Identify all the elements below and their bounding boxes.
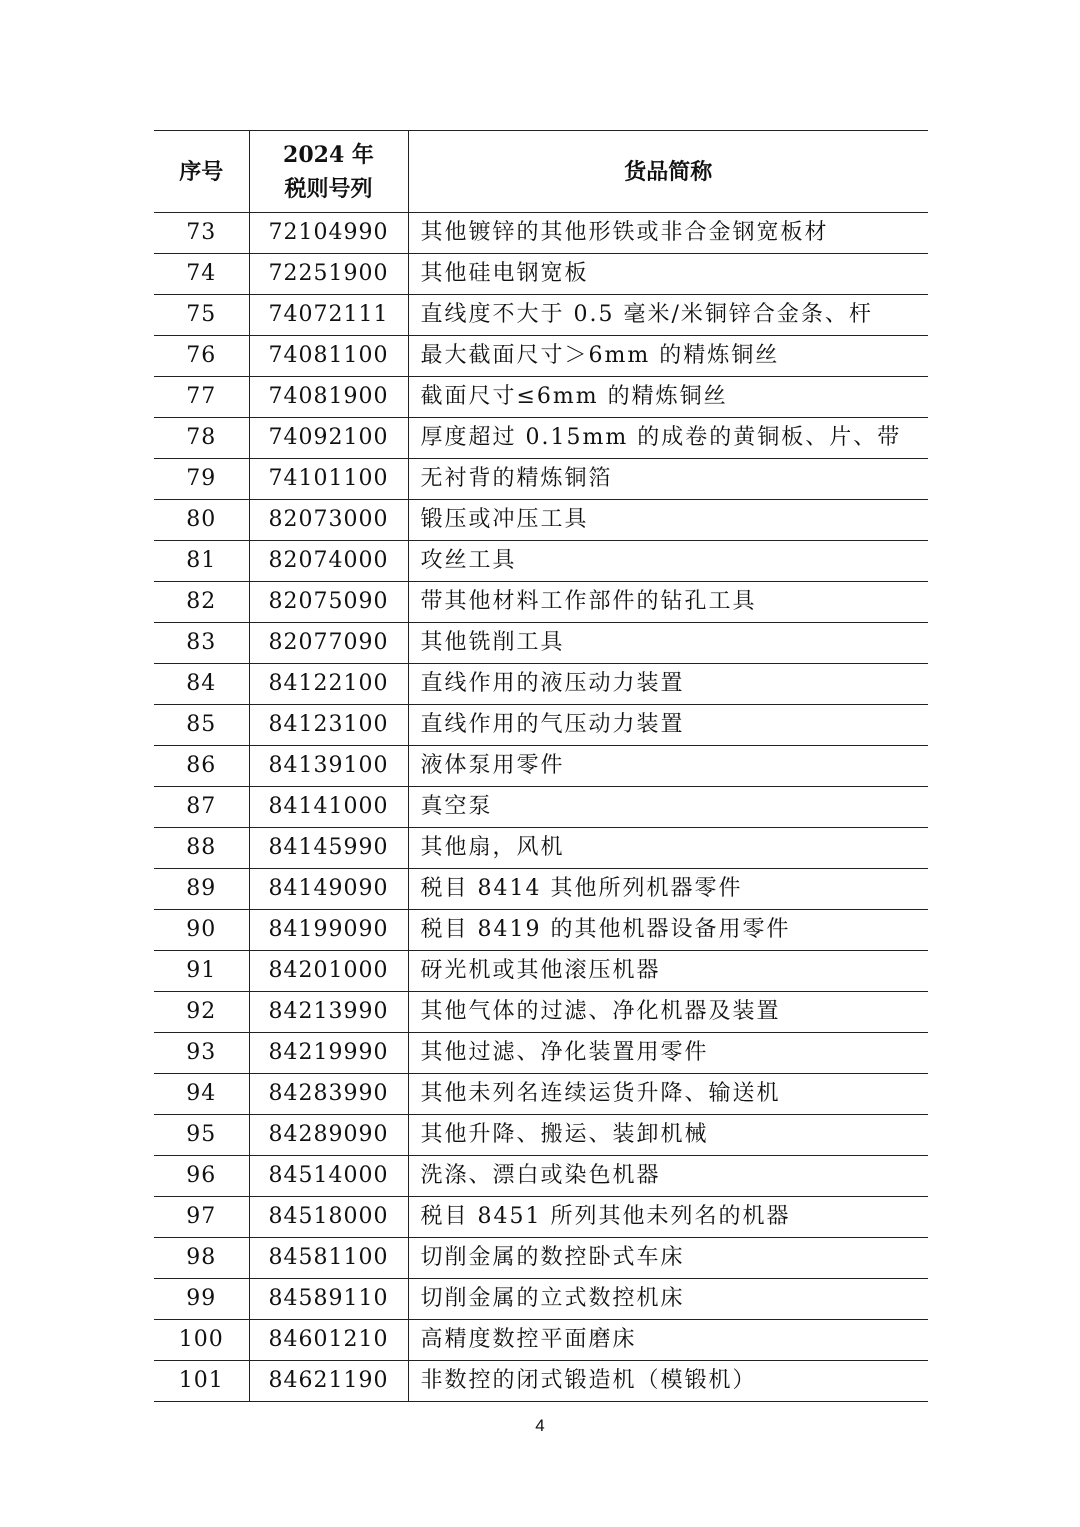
row-name-cell: 切削金属的立式数控机床 (408, 1279, 928, 1320)
row-seq-cell: 91 (154, 951, 249, 992)
row-seq-cell: 95 (154, 1115, 249, 1156)
row-code-cell: 82074000 (249, 541, 408, 582)
table-row (154, 541, 928, 582)
row-code-cell: 82075090 (249, 582, 408, 623)
row-name-cell: 切削金属的数控卧式车床 (408, 1238, 928, 1279)
row-name-cell: 其他未列名连续运货升降、输送机 (408, 1074, 928, 1115)
row-seq-cell: 93 (154, 1033, 249, 1074)
row-name-cell: 厚度超过 0.15mm 的成卷的黄铜板、片、带 (408, 418, 928, 459)
row-code-cell: 84514000 (249, 1156, 408, 1197)
row-code-cell: 72251900 (249, 254, 408, 295)
table-row (154, 746, 928, 787)
row-name-cell: 其他硅电钢宽板 (408, 254, 928, 295)
header-row (154, 131, 928, 213)
table-body (154, 213, 928, 1402)
row-name-cell: 其他铣削工具 (408, 623, 928, 664)
row-name-cell: 其他气体的过滤、净化机器及装置 (408, 992, 928, 1033)
row-name-cell: 锻压或冲压工具 (408, 500, 928, 541)
row-name-cell: 其他升降、搬运、装卸机械 (408, 1115, 928, 1156)
header-code-line2: 税则号列 (284, 175, 373, 202)
table-row (154, 418, 928, 459)
row-name-cell: 真空泵 (408, 787, 928, 828)
row-name-cell: 截面尺寸≤6mm 的精炼铜丝 (408, 377, 928, 418)
row-name-cell: 直线作用的气压动力装置 (408, 705, 928, 746)
row-seq-cell: 99 (154, 1279, 249, 1320)
row-code-cell: 84601210 (249, 1320, 408, 1361)
table-row (154, 1197, 928, 1238)
header-code-line1: 2024 年 (283, 141, 374, 168)
row-seq-cell: 76 (154, 336, 249, 377)
row-name-cell: 直线作用的液压动力装置 (408, 664, 928, 705)
row-name-cell: 税目 8414 其他所列机器零件 (408, 869, 928, 910)
row-code-cell: 84199090 (249, 910, 408, 951)
row-name-cell: 带其他材料工作部件的钻孔工具 (408, 582, 928, 623)
row-seq-cell: 80 (154, 500, 249, 541)
row-seq-cell: 100 (154, 1320, 249, 1361)
row-code-cell: 84149090 (249, 869, 408, 910)
table-row (154, 623, 928, 664)
table-row (154, 787, 928, 828)
table-row (154, 951, 928, 992)
table-row (154, 1320, 928, 1361)
table-row (154, 336, 928, 377)
table-row (154, 828, 928, 869)
row-name-cell: 攻丝工具 (408, 541, 928, 582)
row-seq-cell: 96 (154, 1156, 249, 1197)
row-code-cell: 84289090 (249, 1115, 408, 1156)
row-code-cell: 84219990 (249, 1033, 408, 1074)
row-name-cell: 其他镀锌的其他形铁或非合金钢宽板材 (408, 213, 928, 254)
goods-table (154, 130, 928, 1402)
table-row (154, 1361, 928, 1402)
row-seq-cell: 90 (154, 910, 249, 951)
row-name-cell: 最大截面尺寸＞6mm 的精炼铜丝 (408, 336, 928, 377)
row-name-cell: 其他过滤、净化装置用零件 (408, 1033, 928, 1074)
row-code-cell: 84201000 (249, 951, 408, 992)
row-name-cell: 直线度不大于 0.5 毫米/米铜锌合金条、杆 (408, 295, 928, 336)
table-row (154, 705, 928, 746)
row-seq-cell: 97 (154, 1197, 249, 1238)
table-row (154, 459, 928, 500)
page-number: 4 (535, 1416, 545, 1435)
row-code-cell: 84123100 (249, 705, 408, 746)
row-name-cell: 税目 8419 的其他机器设备用零件 (408, 910, 928, 951)
row-code-cell: 74081100 (249, 336, 408, 377)
row-seq-cell: 82 (154, 582, 249, 623)
table-row (154, 1156, 928, 1197)
row-code-cell: 84122100 (249, 664, 408, 705)
row-code-cell: 84139100 (249, 746, 408, 787)
row-seq-cell: 101 (154, 1361, 249, 1402)
row-name-cell: 高精度数控平面磨床 (408, 1320, 928, 1361)
row-seq-cell: 89 (154, 869, 249, 910)
row-code-cell: 84621190 (249, 1361, 408, 1402)
row-code-cell: 72104990 (249, 213, 408, 254)
table-row (154, 377, 928, 418)
header-code (249, 131, 408, 213)
row-code-cell: 74092100 (249, 418, 408, 459)
table-row (154, 869, 928, 910)
table-row (154, 254, 928, 295)
header-seq: 序号 (154, 131, 249, 213)
row-seq-cell: 77 (154, 377, 249, 418)
row-code-cell: 74101100 (249, 459, 408, 500)
table-row (154, 992, 928, 1033)
header-code-text (283, 138, 374, 206)
row-code-cell: 84283990 (249, 1074, 408, 1115)
row-code-cell: 84581100 (249, 1238, 408, 1279)
header-name: 货品简称 (408, 131, 928, 213)
row-code-cell: 82077090 (249, 623, 408, 664)
row-name-cell: 液体泵用零件 (408, 746, 928, 787)
row-seq-cell: 79 (154, 459, 249, 500)
row-code-cell: 84589110 (249, 1279, 408, 1320)
table-row (154, 582, 928, 623)
table-row (154, 1074, 928, 1115)
table-row (154, 295, 928, 336)
table-row (154, 1115, 928, 1156)
table-row (154, 1238, 928, 1279)
table-row (154, 1279, 928, 1320)
row-seq-cell: 92 (154, 992, 249, 1033)
row-seq-cell: 84 (154, 664, 249, 705)
row-seq-cell: 73 (154, 213, 249, 254)
row-code-cell: 84145990 (249, 828, 408, 869)
row-seq-cell: 98 (154, 1238, 249, 1279)
row-seq-cell: 75 (154, 295, 249, 336)
row-name-cell: 洗涤、漂白或染色机器 (408, 1156, 928, 1197)
row-code-cell: 84141000 (249, 787, 408, 828)
row-name-cell: 砑光机或其他滚压机器 (408, 951, 928, 992)
table-row (154, 664, 928, 705)
row-code-cell: 82073000 (249, 500, 408, 541)
table-row (154, 910, 928, 951)
row-seq-cell: 94 (154, 1074, 249, 1115)
table-header (154, 131, 928, 213)
row-code-cell: 74072111 (249, 295, 408, 336)
row-name-cell: 其他扇，风机 (408, 828, 928, 869)
row-seq-cell: 74 (154, 254, 249, 295)
row-seq-cell: 83 (154, 623, 249, 664)
table-row (154, 213, 928, 254)
row-code-cell: 74081900 (249, 377, 408, 418)
row-seq-cell: 87 (154, 787, 249, 828)
row-seq-cell: 88 (154, 828, 249, 869)
row-name-cell: 非数控的闭式锻造机（模锻机） (408, 1361, 928, 1402)
row-seq-cell: 86 (154, 746, 249, 787)
row-name-cell: 税目 8451 所列其他未列名的机器 (408, 1197, 928, 1238)
row-code-cell: 84518000 (249, 1197, 408, 1238)
row-seq-cell: 81 (154, 541, 249, 582)
row-code-cell: 84213990 (249, 992, 408, 1033)
table-row (154, 1033, 928, 1074)
row-name-cell: 无衬背的精炼铜箔 (408, 459, 928, 500)
row-seq-cell: 78 (154, 418, 249, 459)
row-seq-cell: 85 (154, 705, 249, 746)
table-row (154, 500, 928, 541)
